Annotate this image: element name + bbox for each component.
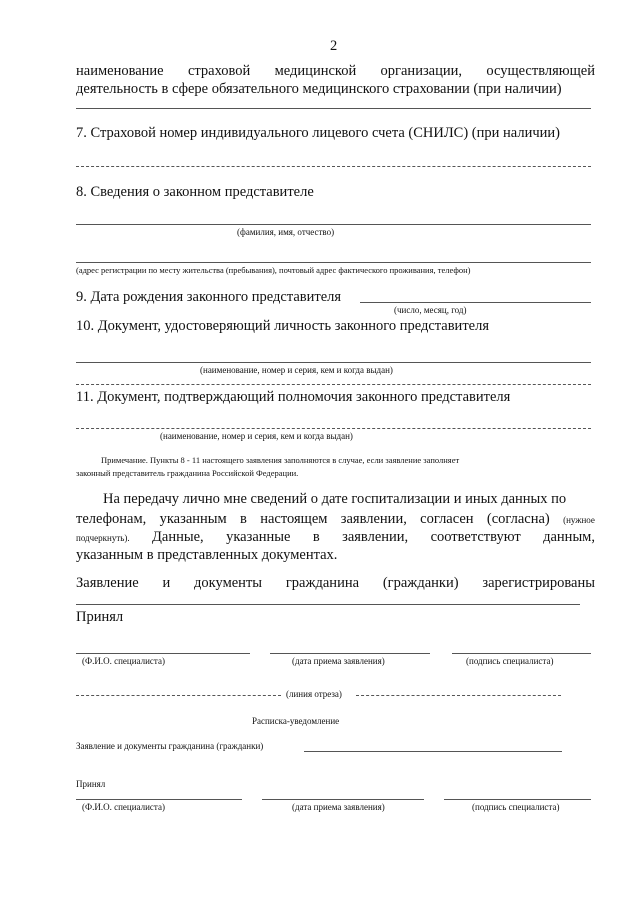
receipt-date-line[interactable] — [270, 653, 430, 654]
snils-input-line[interactable] — [76, 166, 591, 167]
receipt-title: Расписка-уведомление — [252, 716, 340, 726]
receipt-date-caption: (дата приема заявления) — [292, 802, 385, 812]
auth-doc-caption: (наименование, номер и серия, кем и когда выдан) — [160, 431, 353, 441]
note-line-1: Примечание. Пункты 8 - 11 настоящего заявления заполняются в случае, если заявление заполняет — [101, 455, 460, 465]
dob-label: 9. Дата рождения законного представителя — [76, 289, 342, 305]
page-number: 2 — [330, 38, 338, 54]
cut-line-right — [356, 695, 561, 696]
id-doc-input-line-1[interactable] — [76, 362, 591, 363]
id-doc-caption: (наименование, номер и серия, кем и когда выдан) — [200, 365, 393, 375]
signature-caption: (подпись специалиста) — [466, 656, 554, 666]
insurer-label-line1: наименование страховой медицинской организации, осуществляющей — [76, 63, 595, 79]
consent-line-1: На передачу лично мне сведений о дате госпитализации и иных данных по — [103, 491, 567, 507]
date-caption: (дата приема заявления) — [292, 656, 385, 666]
receipt-docs-input-line[interactable] — [304, 751, 562, 752]
specialist-signature-line[interactable] — [452, 653, 591, 654]
receipt-signature-line[interactable] — [444, 799, 591, 800]
insurer-input-line[interactable] — [76, 108, 591, 109]
cut-line-label: (линия отреза) — [286, 689, 342, 699]
specialist-name-line[interactable] — [76, 653, 250, 654]
receipt-specialist-caption: (Ф.И.О. специалиста) — [82, 802, 165, 812]
dob-caption: (число, месяц, год) — [394, 305, 467, 315]
address-caption: (адрес регистрации по месту жительства (пребывания), почтовый адрес фактического проживания, телефон) — [76, 265, 471, 275]
id-doc-label: 10. Документ, удостоверяющий личность законного представителя — [76, 318, 489, 334]
insurer-label-line2: деятельность в сфере обязательного медицинского страховании (при наличии) — [76, 81, 562, 97]
receipt-specialist-name-line[interactable] — [76, 799, 242, 800]
accepted-label: Принял — [76, 609, 124, 625]
id-doc-input-line-2[interactable] — [76, 384, 591, 385]
consent-line-4: указанным в представленных документах. — [76, 547, 338, 563]
receipt-signature-caption: (подпись специалиста) — [472, 802, 560, 812]
cut-line-left — [76, 695, 281, 696]
representative-address-line[interactable] — [76, 262, 591, 263]
dob-input-line[interactable] — [360, 302, 591, 303]
consent-line-2: телефонам, указанным в настоящем заявлении, согласен (согласна) (нужное — [76, 511, 595, 527]
representative-fio-line[interactable] — [76, 224, 591, 225]
snils-label: 7. Страховой номер индивидуального лицевого счета (СНИЛС) (при наличии) — [76, 125, 560, 141]
note-line-2: законный представитель гражданина Российской Федерации. — [76, 468, 299, 478]
consent-line-3: подчеркнуть). Данные, указанные в заявлении, соответствуют данным, — [76, 529, 595, 545]
auth-doc-input-line[interactable] — [76, 428, 591, 429]
receipt-accepted-label: Принял — [76, 779, 106, 789]
receipt-date-line[interactable] — [262, 799, 424, 800]
registration-input-line[interactable] — [76, 604, 580, 605]
registration-line: Заявление и документы гражданина (гражданки) зарегистрированы — [76, 575, 595, 591]
specialist-caption: (Ф.И.О. специалиста) — [82, 656, 165, 666]
representative-title: 8. Сведения о законном представителе — [76, 184, 314, 200]
receipt-docs-label: Заявление и документы гражданина (гражданки) — [76, 741, 264, 751]
fio-caption: (фамилия, имя, отчество) — [237, 227, 335, 237]
auth-doc-label: 11. Документ, подтверждающий полномочия законного представителя — [76, 389, 511, 405]
